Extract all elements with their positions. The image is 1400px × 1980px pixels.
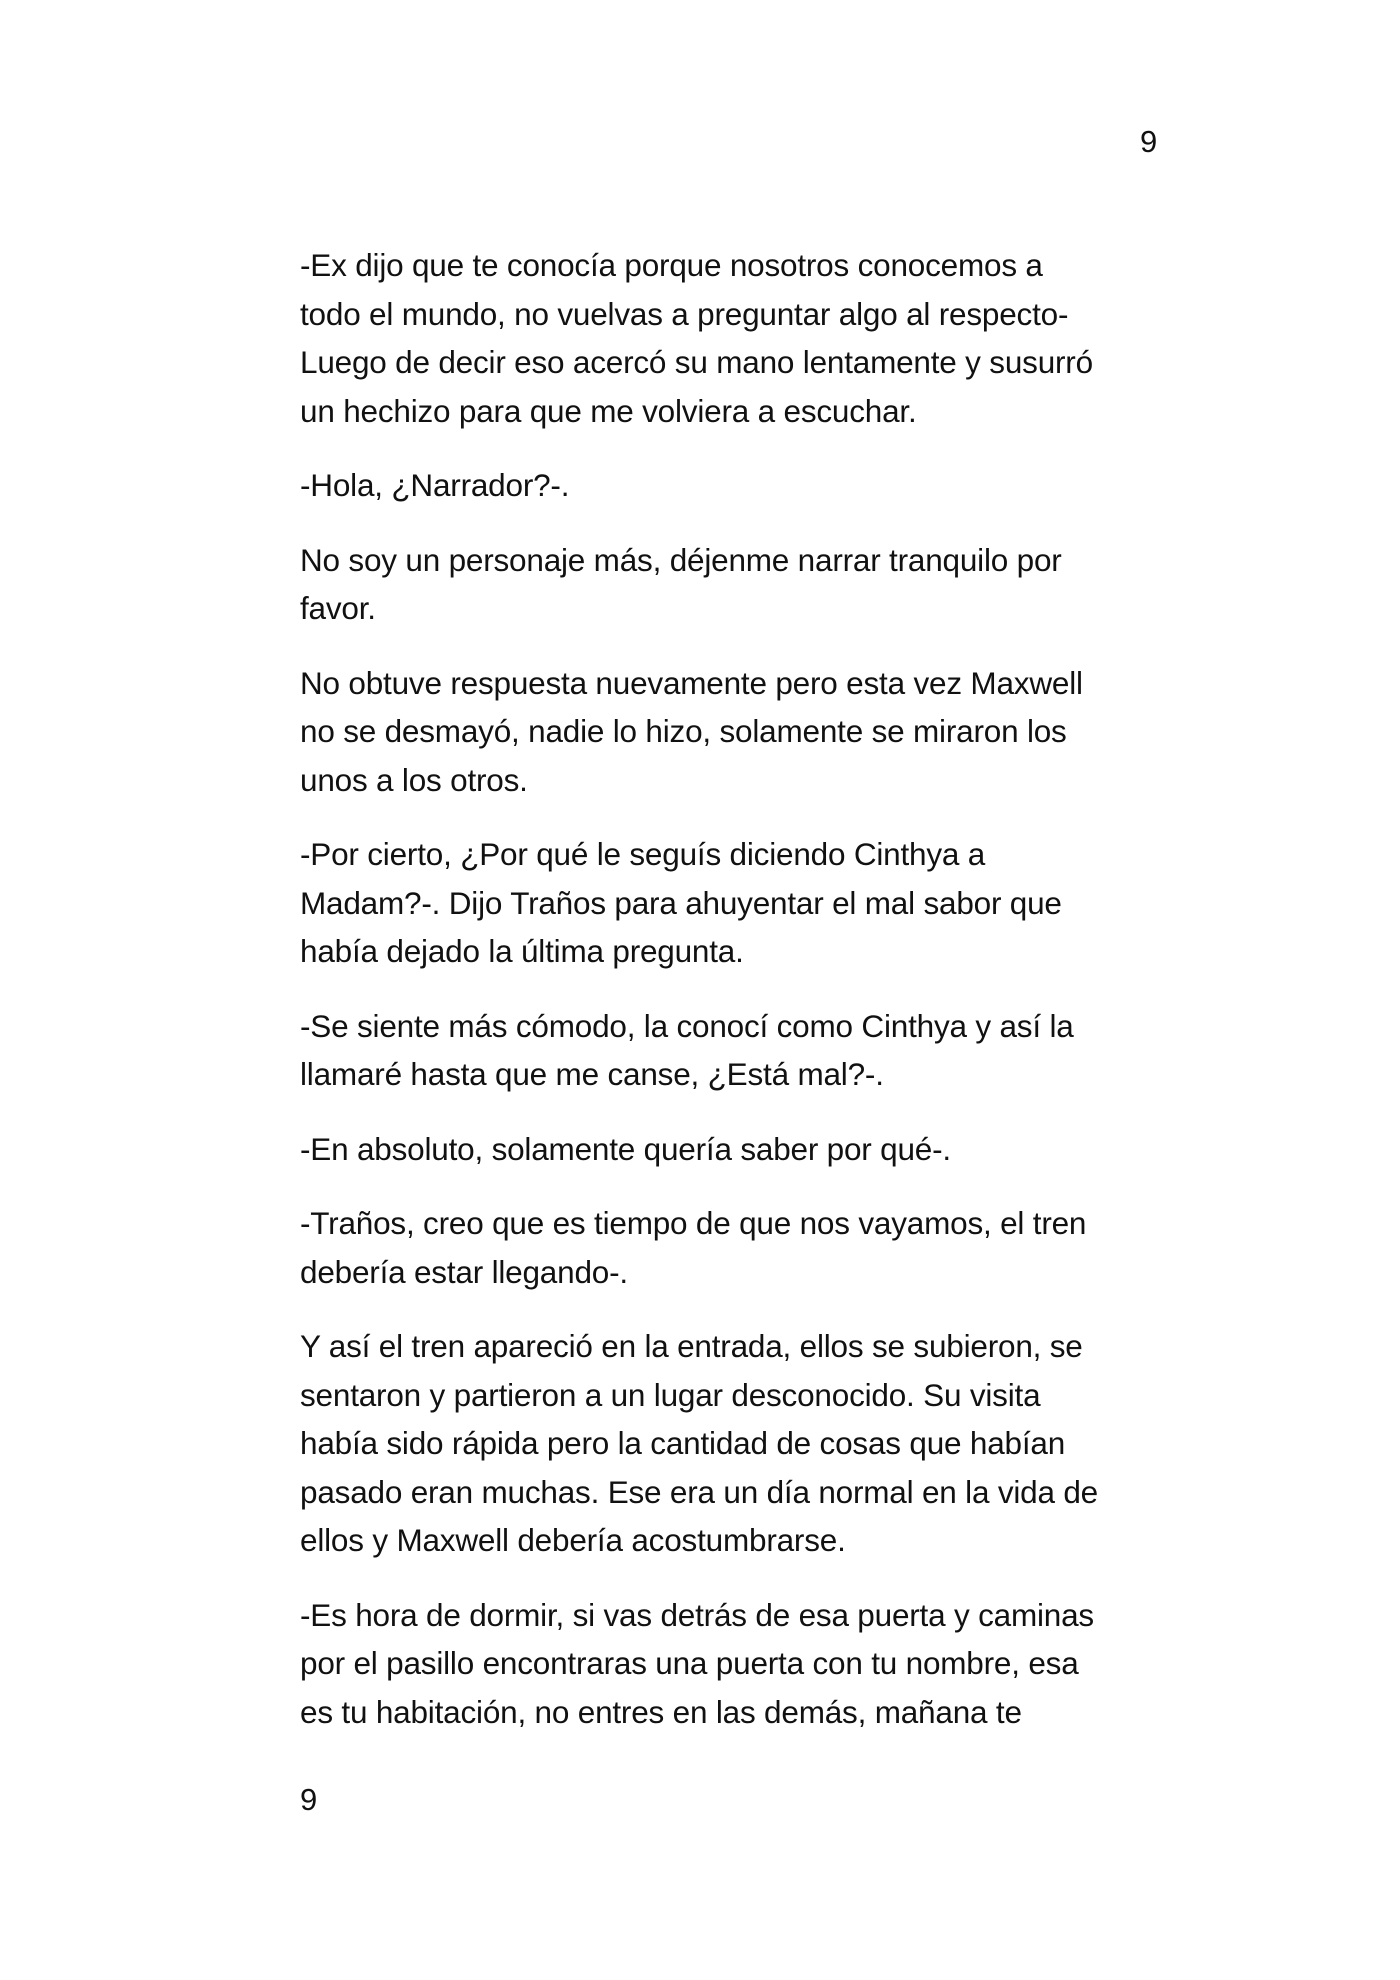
- paragraph: [300, 1002, 1150, 1099]
- text-line: pasado eran muchas. Ese era un día normal en la vida de: [300, 1473, 1099, 1510]
- paragraph: [300, 1591, 1150, 1737]
- text-line: unos a los otros.: [300, 761, 528, 798]
- paragraph: [300, 241, 1150, 435]
- text-line: favor.: [300, 590, 376, 626]
- text-line: por el pasillo encontraras una puerta con tu nombre, esa: [300, 1645, 1079, 1681]
- paragraph: [300, 536, 1150, 633]
- text-line: llamaré hasta que me canse, ¿Está mal?-.: [300, 1056, 884, 1092]
- text-line: no se desmayó, nadie lo hizo, solamente se miraron los: [300, 713, 1067, 749]
- text-line: Luego de decir eso acercó su mano lentamente y susurró: [300, 344, 1093, 380]
- text-line: -Ex dijo que te conocía porque nosotros conocemos a: [300, 247, 1043, 283]
- text-line: -Hola, ¿Narrador?-.: [300, 467, 570, 503]
- text-line: -Se siente más cómodo, la conocí como Cinthya y así la: [300, 1007, 1074, 1044]
- body-text: [300, 241, 1150, 1762]
- text-line: Y así el tren apareció en la entrada, ellos se subieron, se: [300, 1328, 1083, 1364]
- text-line: sentaron y partieron a un lugar desconocido. Su visita: [300, 1376, 1041, 1413]
- paragraph: [300, 830, 1150, 976]
- page-number-top: 9: [1140, 124, 1158, 159]
- text-line: Madam?-. Dijo Traños para ahuyentar el mal sabor que: [300, 884, 1062, 921]
- text-line: -En absoluto, solamente quería saber por qué-.: [300, 1130, 951, 1167]
- text-line: -Por cierto, ¿Por qué le seguís diciendo Cinthya a: [300, 836, 986, 872]
- paragraph: [300, 1322, 1150, 1565]
- paragraph: [300, 461, 1150, 510]
- text-line: No obtuve respuesta nuevamente pero esta vez Maxwell: [300, 664, 1083, 701]
- paragraph: [300, 659, 1150, 805]
- text-line: -Traños, creo que es tiempo de que nos vayamos, el tren: [300, 1205, 1087, 1241]
- text-line: -Es hora de dormir, si vas detrás de esa puerta y caminas: [300, 1596, 1094, 1633]
- paragraph: [300, 1125, 1150, 1174]
- text-line: había sido rápida pero la cantidad de cosas que habían: [300, 1425, 1066, 1461]
- page-number-bottom: 9: [300, 1782, 318, 1817]
- text-line: es tu habitación, no entres en las demás, mañana te: [300, 1693, 1022, 1730]
- text-line: debería estar llegando-.: [300, 1253, 628, 1290]
- paragraph: [300, 1199, 1150, 1296]
- text-line: había dejado la última pregunta.: [300, 933, 744, 969]
- text-line: un hechizo para que me volviera a escuchar.: [300, 392, 917, 429]
- text-line: ellos y Maxwell debería acostumbrarse.: [300, 1522, 846, 1558]
- text-line: No soy un personaje más, déjenme narrar tranquilo por: [300, 541, 1062, 578]
- text-line: todo el mundo, no vuelvas a preguntar algo al respecto-: [300, 295, 1069, 332]
